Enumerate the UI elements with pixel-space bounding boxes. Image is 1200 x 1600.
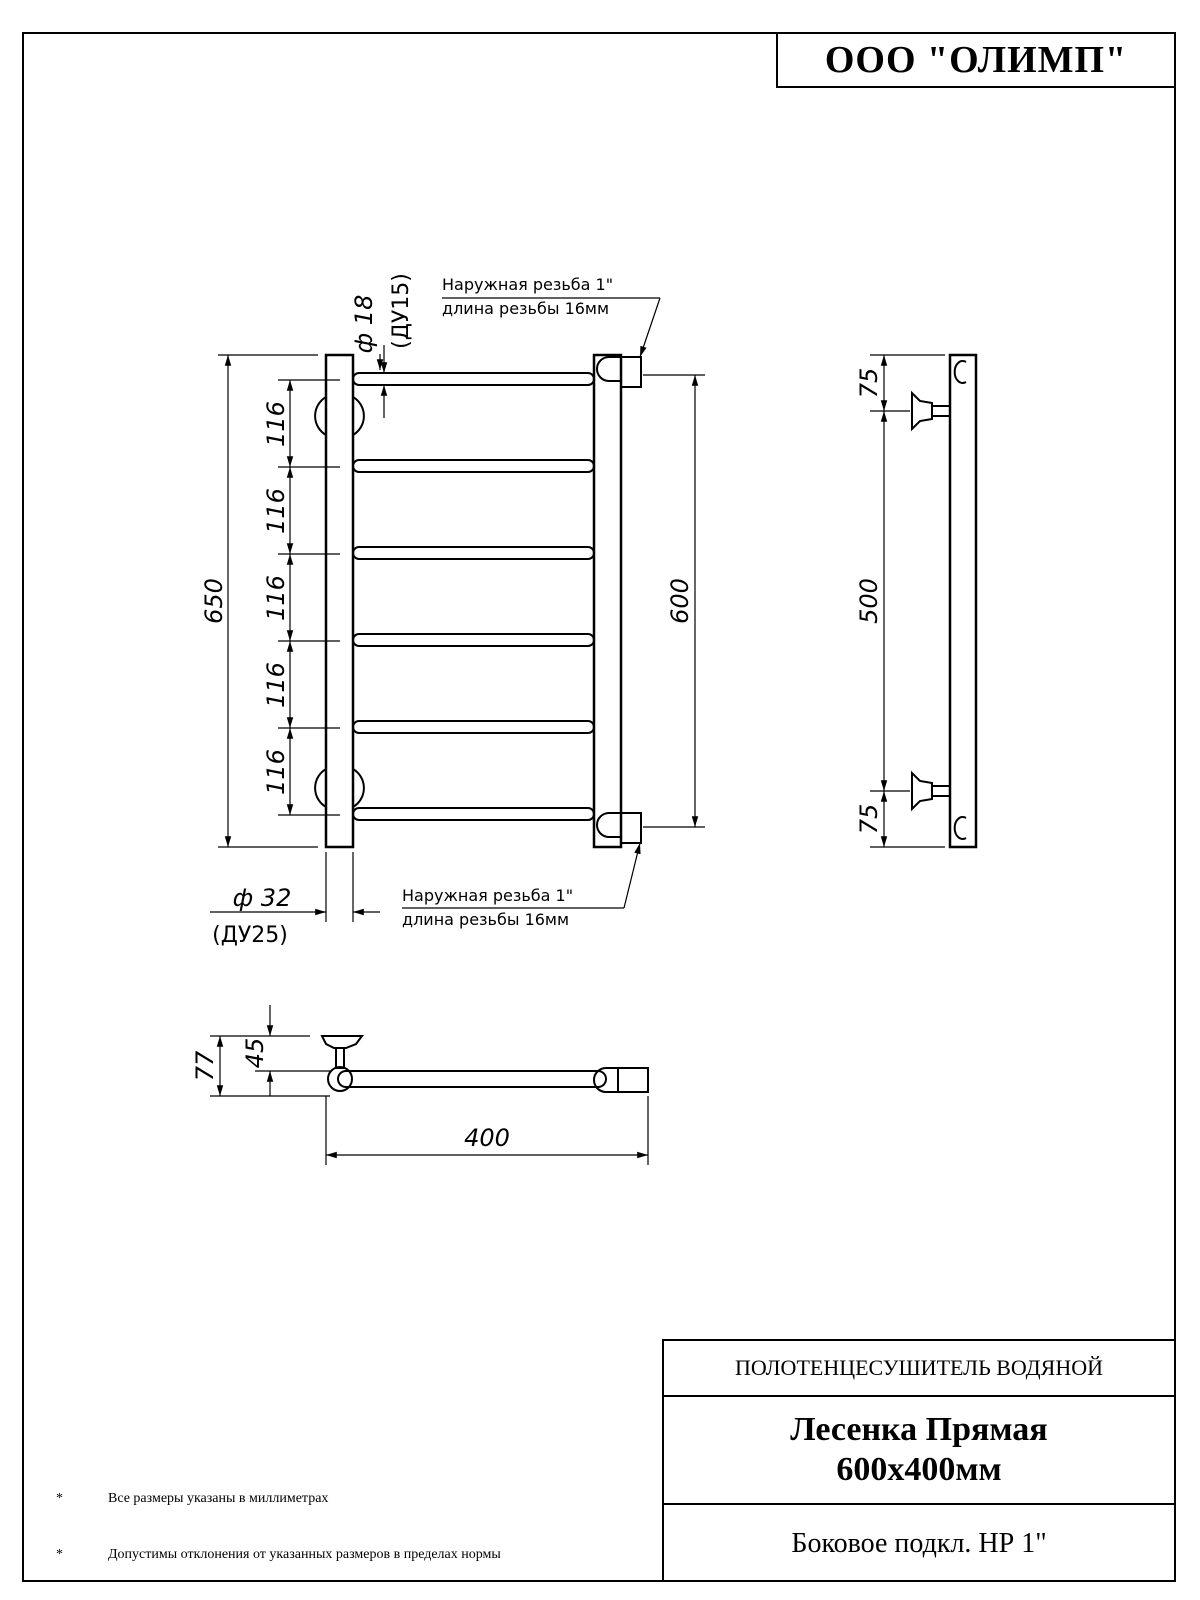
rungs — [353, 373, 594, 820]
note-text: Все размеры указаны в миллиметрах — [108, 1491, 329, 1506]
left-riser — [326, 355, 353, 847]
wall-mount-top — [315, 397, 326, 435]
right-riser — [594, 355, 621, 847]
dim-top-mount-offset: 45 — [241, 1037, 269, 1069]
thread-top-line2: длина резьбы 16мм — [442, 299, 610, 318]
note-tolerance — [56, 1547, 501, 1563]
note-mark: * — [56, 1547, 63, 1562]
thread-bottom-line1: Наружная резьба 1" — [402, 886, 574, 905]
dim-riser-nominal: (ДУ25) — [212, 923, 288, 948]
dim-rung-spacing: 116 — [262, 575, 290, 621]
top-connector — [597, 357, 641, 387]
note-text: Допустимы отклонения от указанных размеров в пределах нормы — [108, 1547, 501, 1562]
dim-side-bottom: 75 — [855, 803, 883, 835]
dim-rung-spacing: 116 — [262, 662, 290, 708]
bottom-connector — [597, 813, 641, 843]
dim-rung-diameter: ф 18 — [350, 294, 378, 354]
company-name: ООО "ОЛИМП" — [776, 32, 1176, 88]
dim-riser-diameter: ф 32 — [232, 884, 292, 912]
dim-center-distance: 600 — [666, 578, 694, 624]
rung — [353, 547, 594, 559]
rung — [353, 721, 594, 733]
dim-rung-spacing: 116 — [262, 401, 290, 447]
dim-total-height: 650 — [200, 578, 228, 624]
thread-top-line1: Наружная резьба 1" — [442, 275, 614, 294]
top-view — [210, 1005, 648, 1165]
product-category: ПОЛОТЕНЦЕСУШИТЕЛЬ ВОДЯНОЙ — [664, 1341, 1174, 1397]
dim-side-middle: 500 — [855, 578, 883, 624]
side-bracket-bottom — [912, 773, 950, 809]
thread-bottom-line2: длина резьбы 16мм — [402, 910, 570, 929]
model-name: Лесенка Прямая — [790, 1411, 1048, 1448]
connection-type: Боковое подкл. НР 1" — [791, 1527, 1047, 1559]
dim-top-depth: 77 — [191, 1050, 219, 1082]
rung — [353, 808, 594, 820]
side-view — [870, 355, 976, 847]
rung — [353, 373, 594, 385]
dim-rung-spacing: 116 — [262, 749, 290, 795]
dim-rung-nominal: (ДУ15) — [389, 273, 414, 349]
rung — [353, 460, 594, 472]
side-bracket-top — [912, 393, 950, 429]
wall-mount-bottom — [315, 769, 326, 807]
rung — [353, 634, 594, 646]
dim-rung-spacing: 116 — [262, 488, 290, 534]
side-riser — [950, 355, 976, 847]
top-mount — [322, 1036, 362, 1048]
note-units — [56, 1491, 328, 1507]
product-model — [664, 1397, 1174, 1505]
top-rung — [338, 1071, 606, 1087]
model-size: 600х400мм — [836, 1451, 1002, 1488]
title-block — [662, 1339, 1176, 1582]
note-mark: * — [56, 1491, 63, 1506]
dim-side-top: 75 — [855, 367, 883, 399]
dim-top-width: 400 — [464, 1124, 510, 1152]
